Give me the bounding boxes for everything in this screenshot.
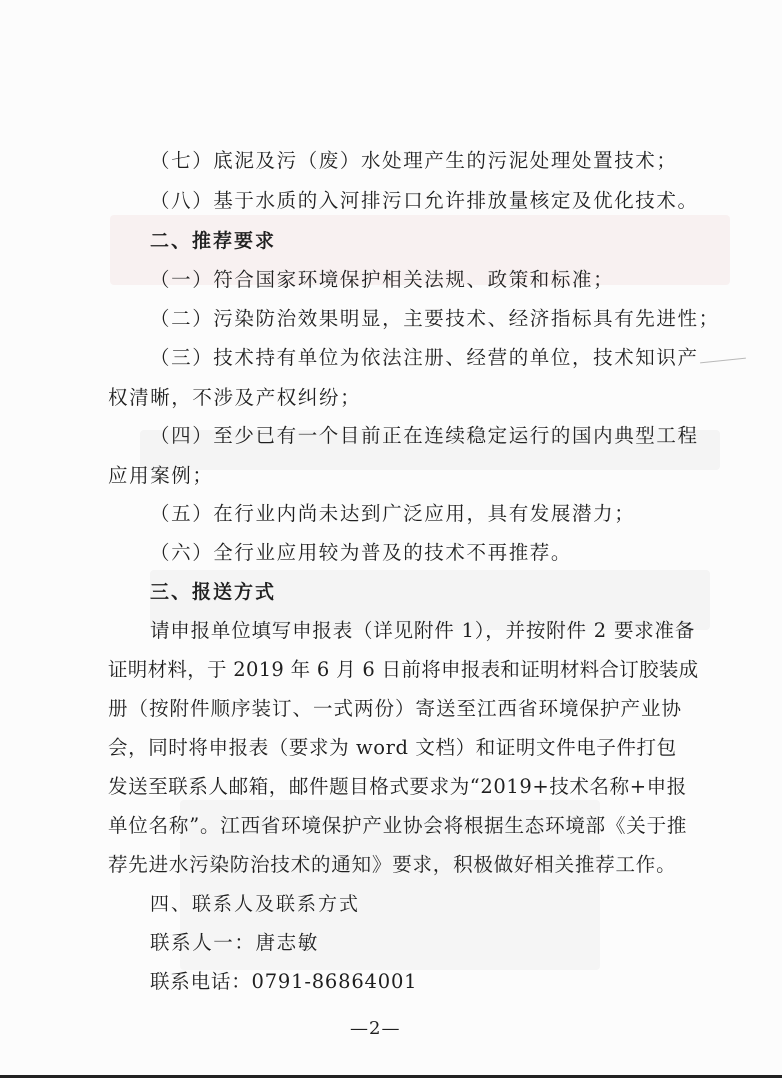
requirement-item-3: （三）技术持有单位为依法注册、经营的单位，技术知识产: [150, 346, 699, 369]
submission-paragraph-line: 单位名称”。江西省环境保护产业协会将根据生态环境部《关于推: [108, 814, 688, 837]
submission-paragraph-line: 会，同时将申报表（要求为 word 文档）和证明文件电子件打包: [108, 736, 677, 759]
requirement-item-3-cont: 权清晰，不涉及产权纠纷；: [108, 386, 362, 409]
submission-paragraph-line: 证明材料，于 2019 年 6 月 6 日前将申报表和证明材料合订胶装成: [108, 658, 699, 681]
requirement-item-2: （二）污染防治效果明显，主要技术、经济指标具有先进性；: [150, 307, 720, 330]
contact-phone: 联系电话：0791-86864001: [150, 970, 418, 993]
page-number: —2—: [350, 1018, 401, 1039]
list-item-8: （八）基于水质的入河排污口允许排放量核定及优化技术。: [150, 189, 699, 212]
submission-paragraph-line: 发送至联系人邮箱，邮件题目格式要求为“2019+技术名称+申报: [108, 775, 687, 798]
list-item-7: （七）底泥及污（废）水处理产生的污泥处理处置技术；: [150, 149, 678, 172]
submission-paragraph-line: 请申报单位填写申报表（详见附件 1），并按附件 2 要求准备: [150, 619, 696, 642]
requirement-item-4: （四）至少已有一个目前正在连续稳定运行的国内典型工程: [150, 424, 699, 447]
requirement-item-6: （六）全行业应用较为普及的技术不再推荐。: [150, 541, 573, 564]
section-heading-contact: 四、联系人及联系方式: [150, 893, 361, 915]
requirement-item-4-cont: 应用案例；: [108, 464, 214, 487]
contact-person: 联系人一：唐志敏: [150, 931, 319, 954]
section-heading-recommendation: 二、推荐要求: [150, 230, 277, 252]
submission-paragraph-line: 荐先进水污染防治技术的通知》要求，积极做好相关推荐工作。: [108, 853, 677, 876]
section-heading-submission: 三、报送方式: [150, 581, 277, 603]
submission-paragraph-line: 册（按附件顺序装订、一式两份）寄送至江西省环境保护产业协: [108, 697, 683, 720]
requirement-item-5: （五）在行业内尚未达到广泛应用，具有发展潜力；: [150, 502, 636, 525]
requirement-item-1: （一）符合国家环境保护相关法规、政策和标准；: [150, 268, 615, 291]
scan-mark: [700, 358, 746, 364]
